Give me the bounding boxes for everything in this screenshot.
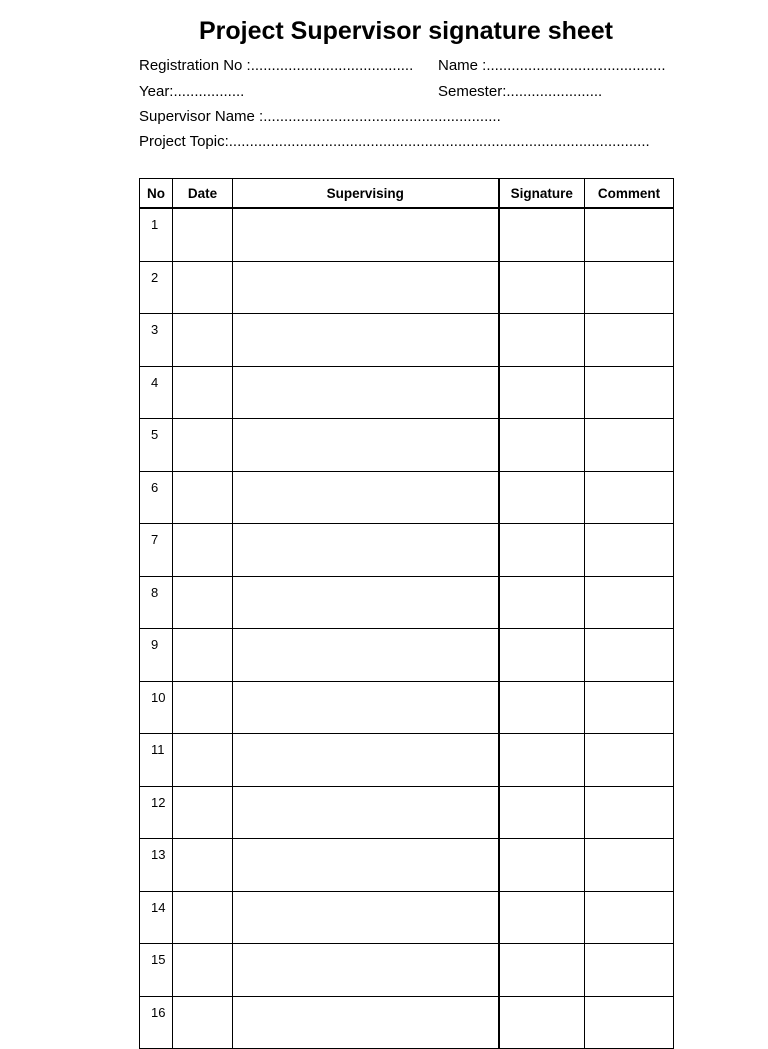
comment-cell	[585, 839, 674, 892]
comment-cell	[585, 996, 674, 1049]
supervisor-name-field: Supervisor Name :.........................................................	[139, 108, 501, 125]
comment-cell	[585, 208, 674, 261]
row-number: 11	[140, 734, 173, 787]
signature-cell	[499, 576, 585, 629]
date-cell	[173, 734, 233, 787]
row-number: 3	[140, 314, 173, 367]
table-row	[140, 419, 674, 472]
supervising-cell	[233, 734, 499, 787]
table-row	[140, 524, 674, 577]
row-number: 7	[140, 524, 173, 577]
row-number: 6	[140, 471, 173, 524]
signature-cell	[499, 366, 585, 419]
table-row	[140, 839, 674, 892]
comment-cell	[585, 944, 674, 997]
comment-cell	[585, 891, 674, 944]
row-number: 12	[140, 786, 173, 839]
header-supervising: Supervising	[233, 179, 499, 209]
supervising-cell	[233, 314, 499, 367]
row-number: 14	[140, 891, 173, 944]
row-number: 16	[140, 996, 173, 1049]
date-cell	[173, 471, 233, 524]
supervising-cell	[233, 944, 499, 997]
table-row	[140, 471, 674, 524]
table-row	[140, 786, 674, 839]
signature-cell	[499, 996, 585, 1049]
registration-no-field: Registration No :.......................................	[139, 57, 414, 74]
signature-cell	[499, 891, 585, 944]
supervising-cell	[233, 996, 499, 1049]
supervising-cell	[233, 366, 499, 419]
comment-cell	[585, 629, 674, 682]
signature-cell	[499, 314, 585, 367]
table-row	[140, 366, 674, 419]
date-cell	[173, 524, 233, 577]
signature-cell	[499, 786, 585, 839]
comment-cell	[585, 419, 674, 472]
supervising-cell	[233, 629, 499, 682]
signature-cell	[499, 839, 585, 892]
header-date: Date	[173, 179, 233, 209]
row-number: 8	[140, 576, 173, 629]
table-row	[140, 314, 674, 367]
comment-cell	[585, 786, 674, 839]
year-field: Year:.................	[139, 83, 245, 100]
supervising-cell	[233, 576, 499, 629]
signature-cell	[499, 471, 585, 524]
semester-field: Semester:.......................	[438, 83, 603, 100]
signature-cell	[499, 261, 585, 314]
comment-cell	[585, 261, 674, 314]
date-cell	[173, 996, 233, 1049]
comment-cell	[585, 314, 674, 367]
date-cell	[173, 944, 233, 997]
date-cell	[173, 208, 233, 261]
table-row	[140, 996, 674, 1049]
date-cell	[173, 314, 233, 367]
supervising-cell	[233, 208, 499, 261]
signature-cell	[499, 734, 585, 787]
supervising-cell	[233, 786, 499, 839]
table-row	[140, 576, 674, 629]
table-row	[140, 891, 674, 944]
row-number: 2	[140, 261, 173, 314]
comment-cell	[585, 366, 674, 419]
table-row	[140, 944, 674, 997]
row-number: 9	[140, 629, 173, 682]
comment-cell	[585, 471, 674, 524]
date-cell	[173, 419, 233, 472]
supervising-cell	[233, 261, 499, 314]
table-row	[140, 629, 674, 682]
header-no: No	[140, 179, 173, 209]
row-number: 5	[140, 419, 173, 472]
page-title: Project Supervisor signature sheet	[198, 17, 614, 45]
comment-cell	[585, 681, 674, 734]
date-cell	[173, 366, 233, 419]
table-row	[140, 261, 674, 314]
project-topic-field: Project Topic:.....................................................................................................	[139, 133, 650, 150]
signature-cell	[499, 524, 585, 577]
supervising-cell	[233, 839, 499, 892]
row-number: 1	[140, 208, 173, 261]
comment-cell	[585, 734, 674, 787]
table-row	[140, 734, 674, 787]
name-field: Name :...........................................	[438, 57, 666, 74]
supervising-cell	[233, 419, 499, 472]
row-number: 4	[140, 366, 173, 419]
supervising-cell	[233, 681, 499, 734]
row-number: 10	[140, 681, 173, 734]
signature-cell	[499, 629, 585, 682]
signature-cell	[499, 208, 585, 261]
signature-cell	[499, 681, 585, 734]
date-cell	[173, 839, 233, 892]
comment-cell	[585, 524, 674, 577]
date-cell	[173, 681, 233, 734]
date-cell	[173, 786, 233, 839]
signature-cell	[499, 419, 585, 472]
date-cell	[173, 891, 233, 944]
row-number: 15	[140, 944, 173, 997]
table-row	[140, 681, 674, 734]
row-number: 13	[140, 839, 173, 892]
table-header-row	[140, 179, 674, 209]
date-cell	[173, 576, 233, 629]
table-row	[140, 208, 674, 261]
supervising-cell	[233, 524, 499, 577]
date-cell	[173, 261, 233, 314]
supervising-cell	[233, 471, 499, 524]
date-cell	[173, 629, 233, 682]
signature-cell	[499, 944, 585, 997]
supervising-cell	[233, 891, 499, 944]
header-comment: Comment	[585, 179, 674, 209]
header-signature: Signature	[499, 179, 585, 209]
comment-cell	[585, 576, 674, 629]
signature-table	[139, 178, 674, 1049]
